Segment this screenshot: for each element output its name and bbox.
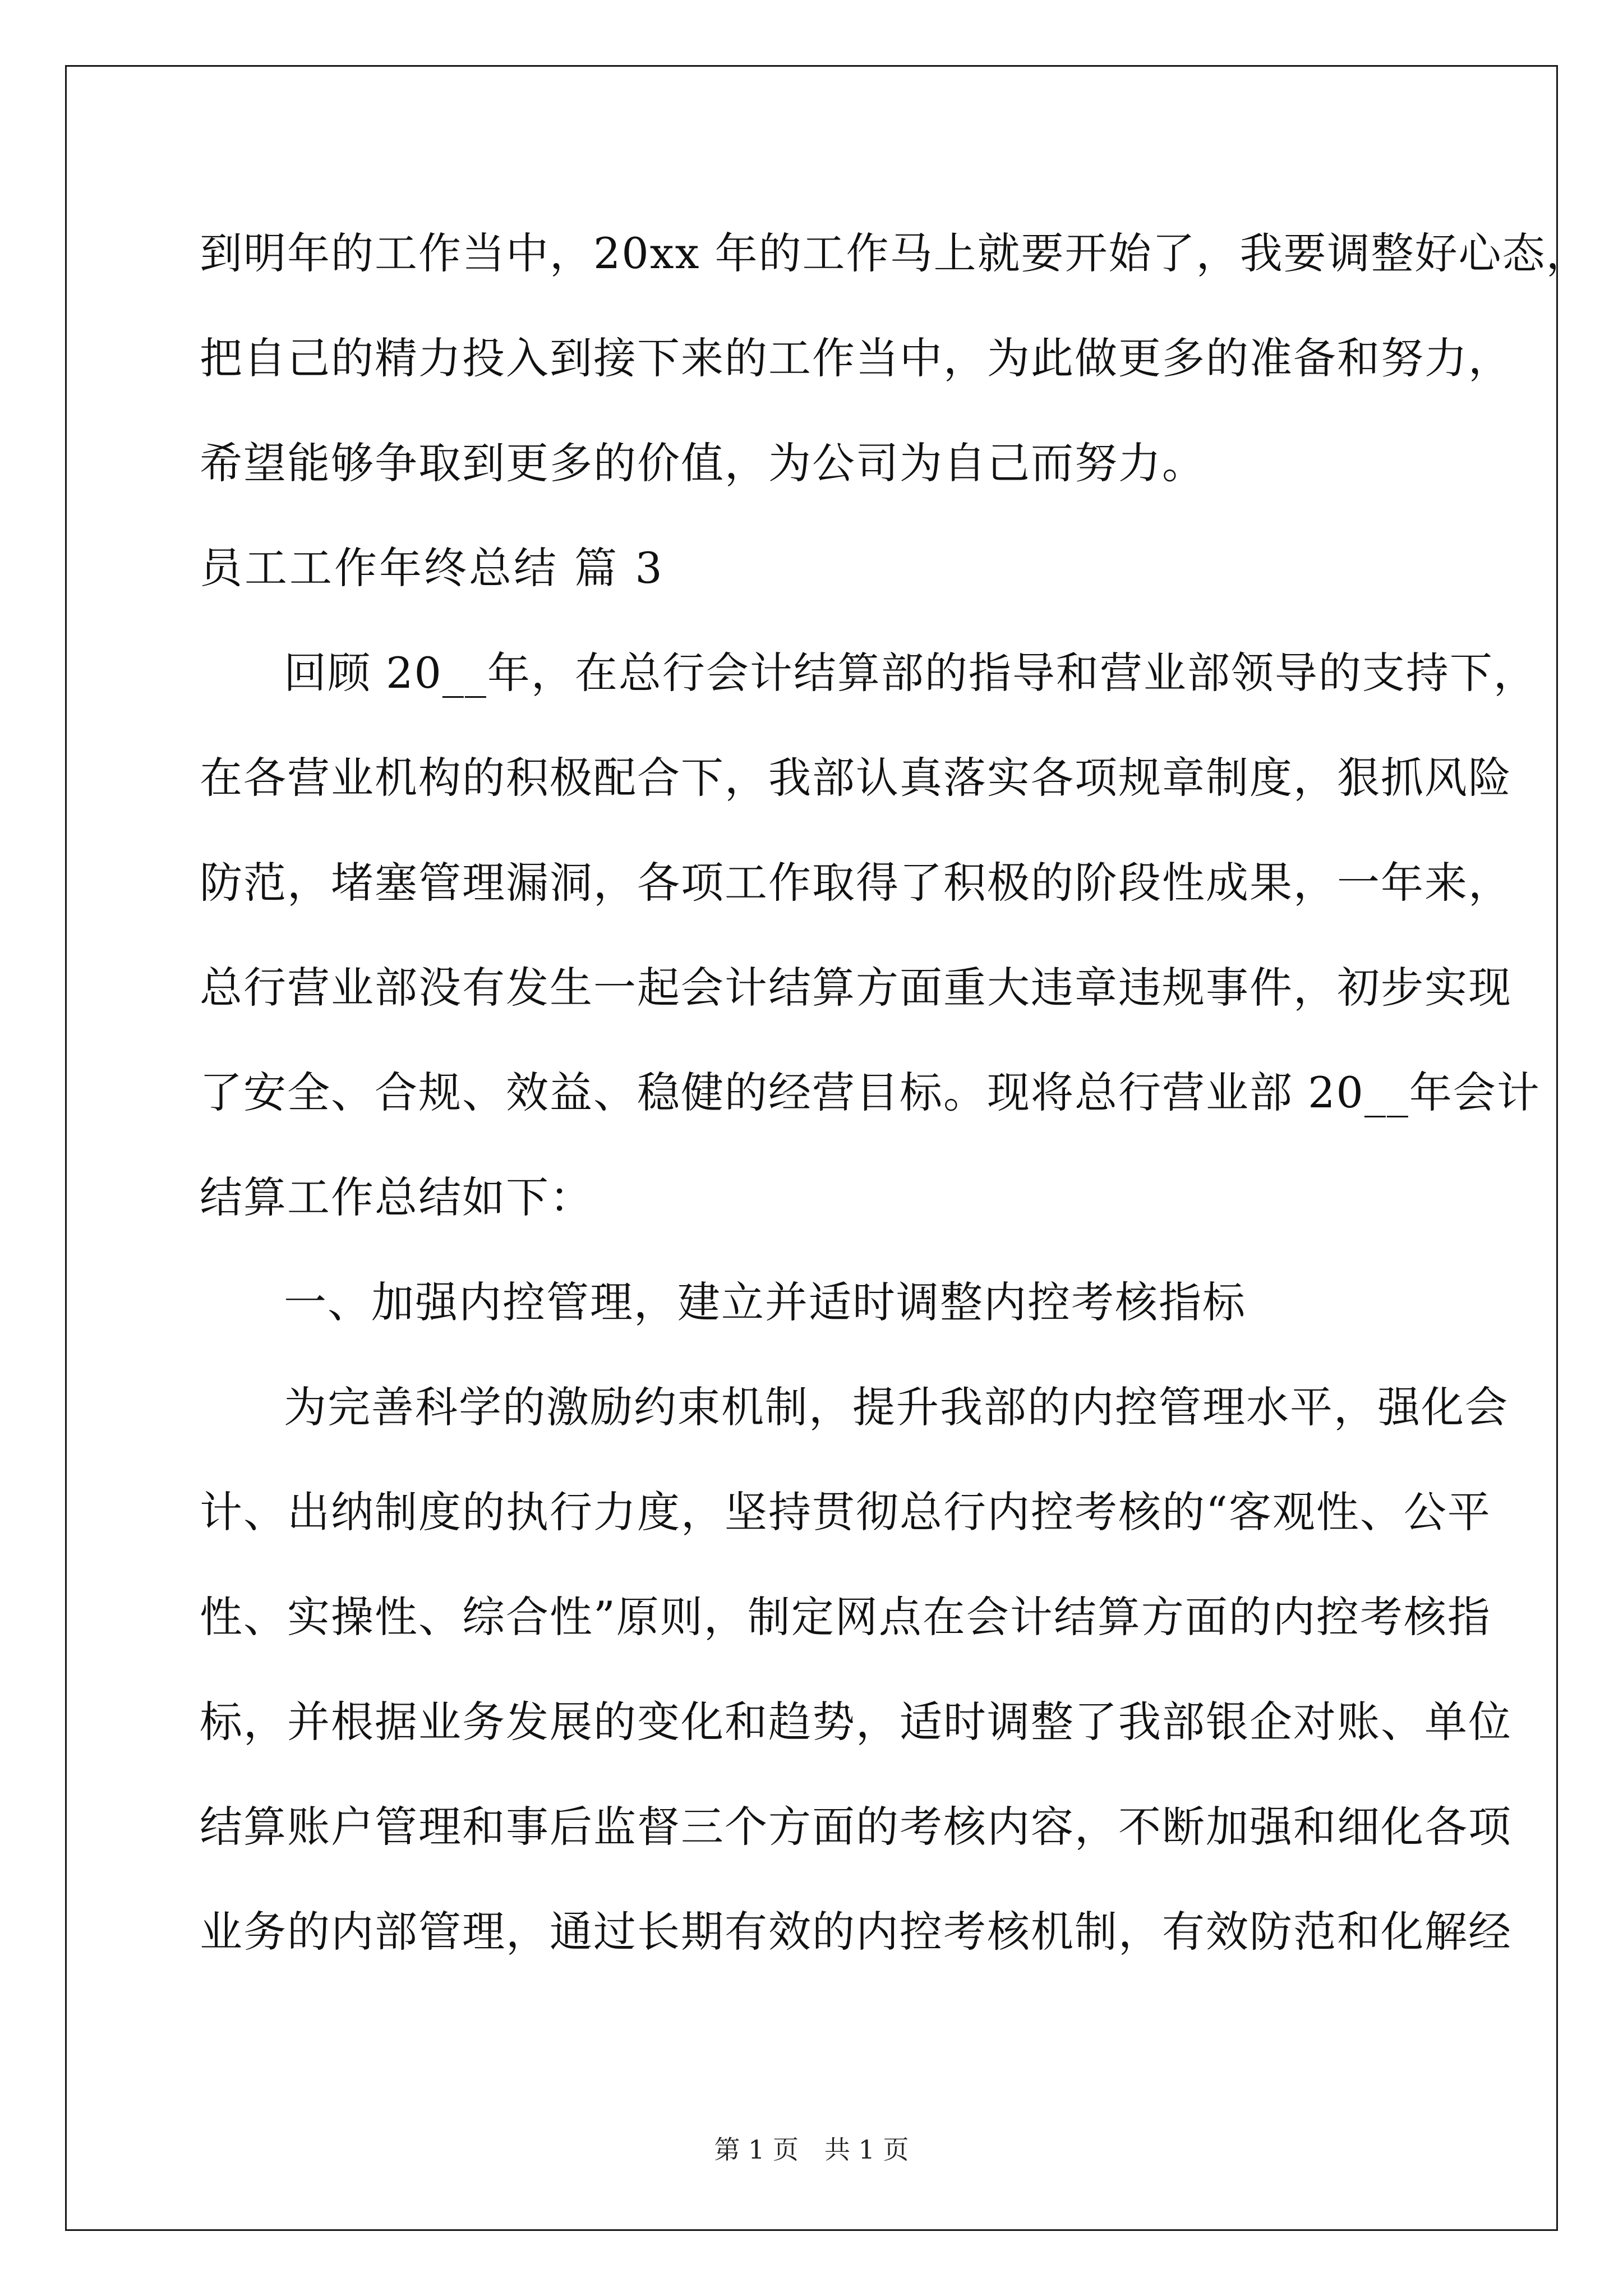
text-line: 性、实操性、综合性”原则，制定网点在会计结算方面的内控考核指: [200, 1592, 1491, 1642]
text-line: 了安全、合规、效益、稳健的经营目标。现将总行营业部 20__年会计: [200, 1068, 1541, 1117]
text-line: 把自己的精力投入到接下来的工作当中，为此做更多的准备和努力，: [200, 333, 1512, 383]
text-line: 结算账户管理和事后监督三个方面的考核内容，不断加强和细化各项: [200, 1802, 1512, 1852]
text-line: 计、出纳制度的执行力度，坚持贯彻总行内控考核的“客观性、公平: [200, 1487, 1491, 1537]
section-heading: 员工工作年终总结 篇 3: [200, 543, 665, 593]
text-line: 标，并根据业务发展的变化和趋势，适时调整了我部银企对账、单位: [200, 1697, 1512, 1747]
text-line: 在各营业机构的积极配合下，我部认真落实各项规章制度，狠抓风险: [200, 753, 1512, 803]
text-line: 总行营业部没有发生一起会计结算方面重大违章违规事件，初步实现: [200, 963, 1512, 1013]
text-line: 回顾 20__年，在总行会计结算部的指导和营业部领导的支持下，: [284, 648, 1537, 698]
page-border: [65, 65, 1558, 2231]
text-line: 业务的内部管理，通过长期有效的内控考核机制，有效防范和化解经: [200, 1907, 1512, 1957]
text-line: 到明年的工作当中，20xx 年的工作马上就要开始了，我要调整好心态，: [200, 228, 1590, 278]
text-line: 希望能够争取到更多的价值，为公司为自己而努力。: [200, 438, 1206, 488]
text-line: 防范，堵塞管理漏洞，各项工作取得了积极的阶段性成果，一年来，: [200, 858, 1512, 908]
page-footer: 第 1 页 共 1 页: [714, 2134, 909, 2165]
text-line: 为完善科学的激励约束机制，提升我部的内控管理水平，强化会: [284, 1382, 1509, 1432]
text-line: 结算工作总结如下：: [200, 1172, 593, 1222]
subsection-heading: 一、加强内控管理，建立并适时调整内控考核指标: [284, 1277, 1246, 1327]
